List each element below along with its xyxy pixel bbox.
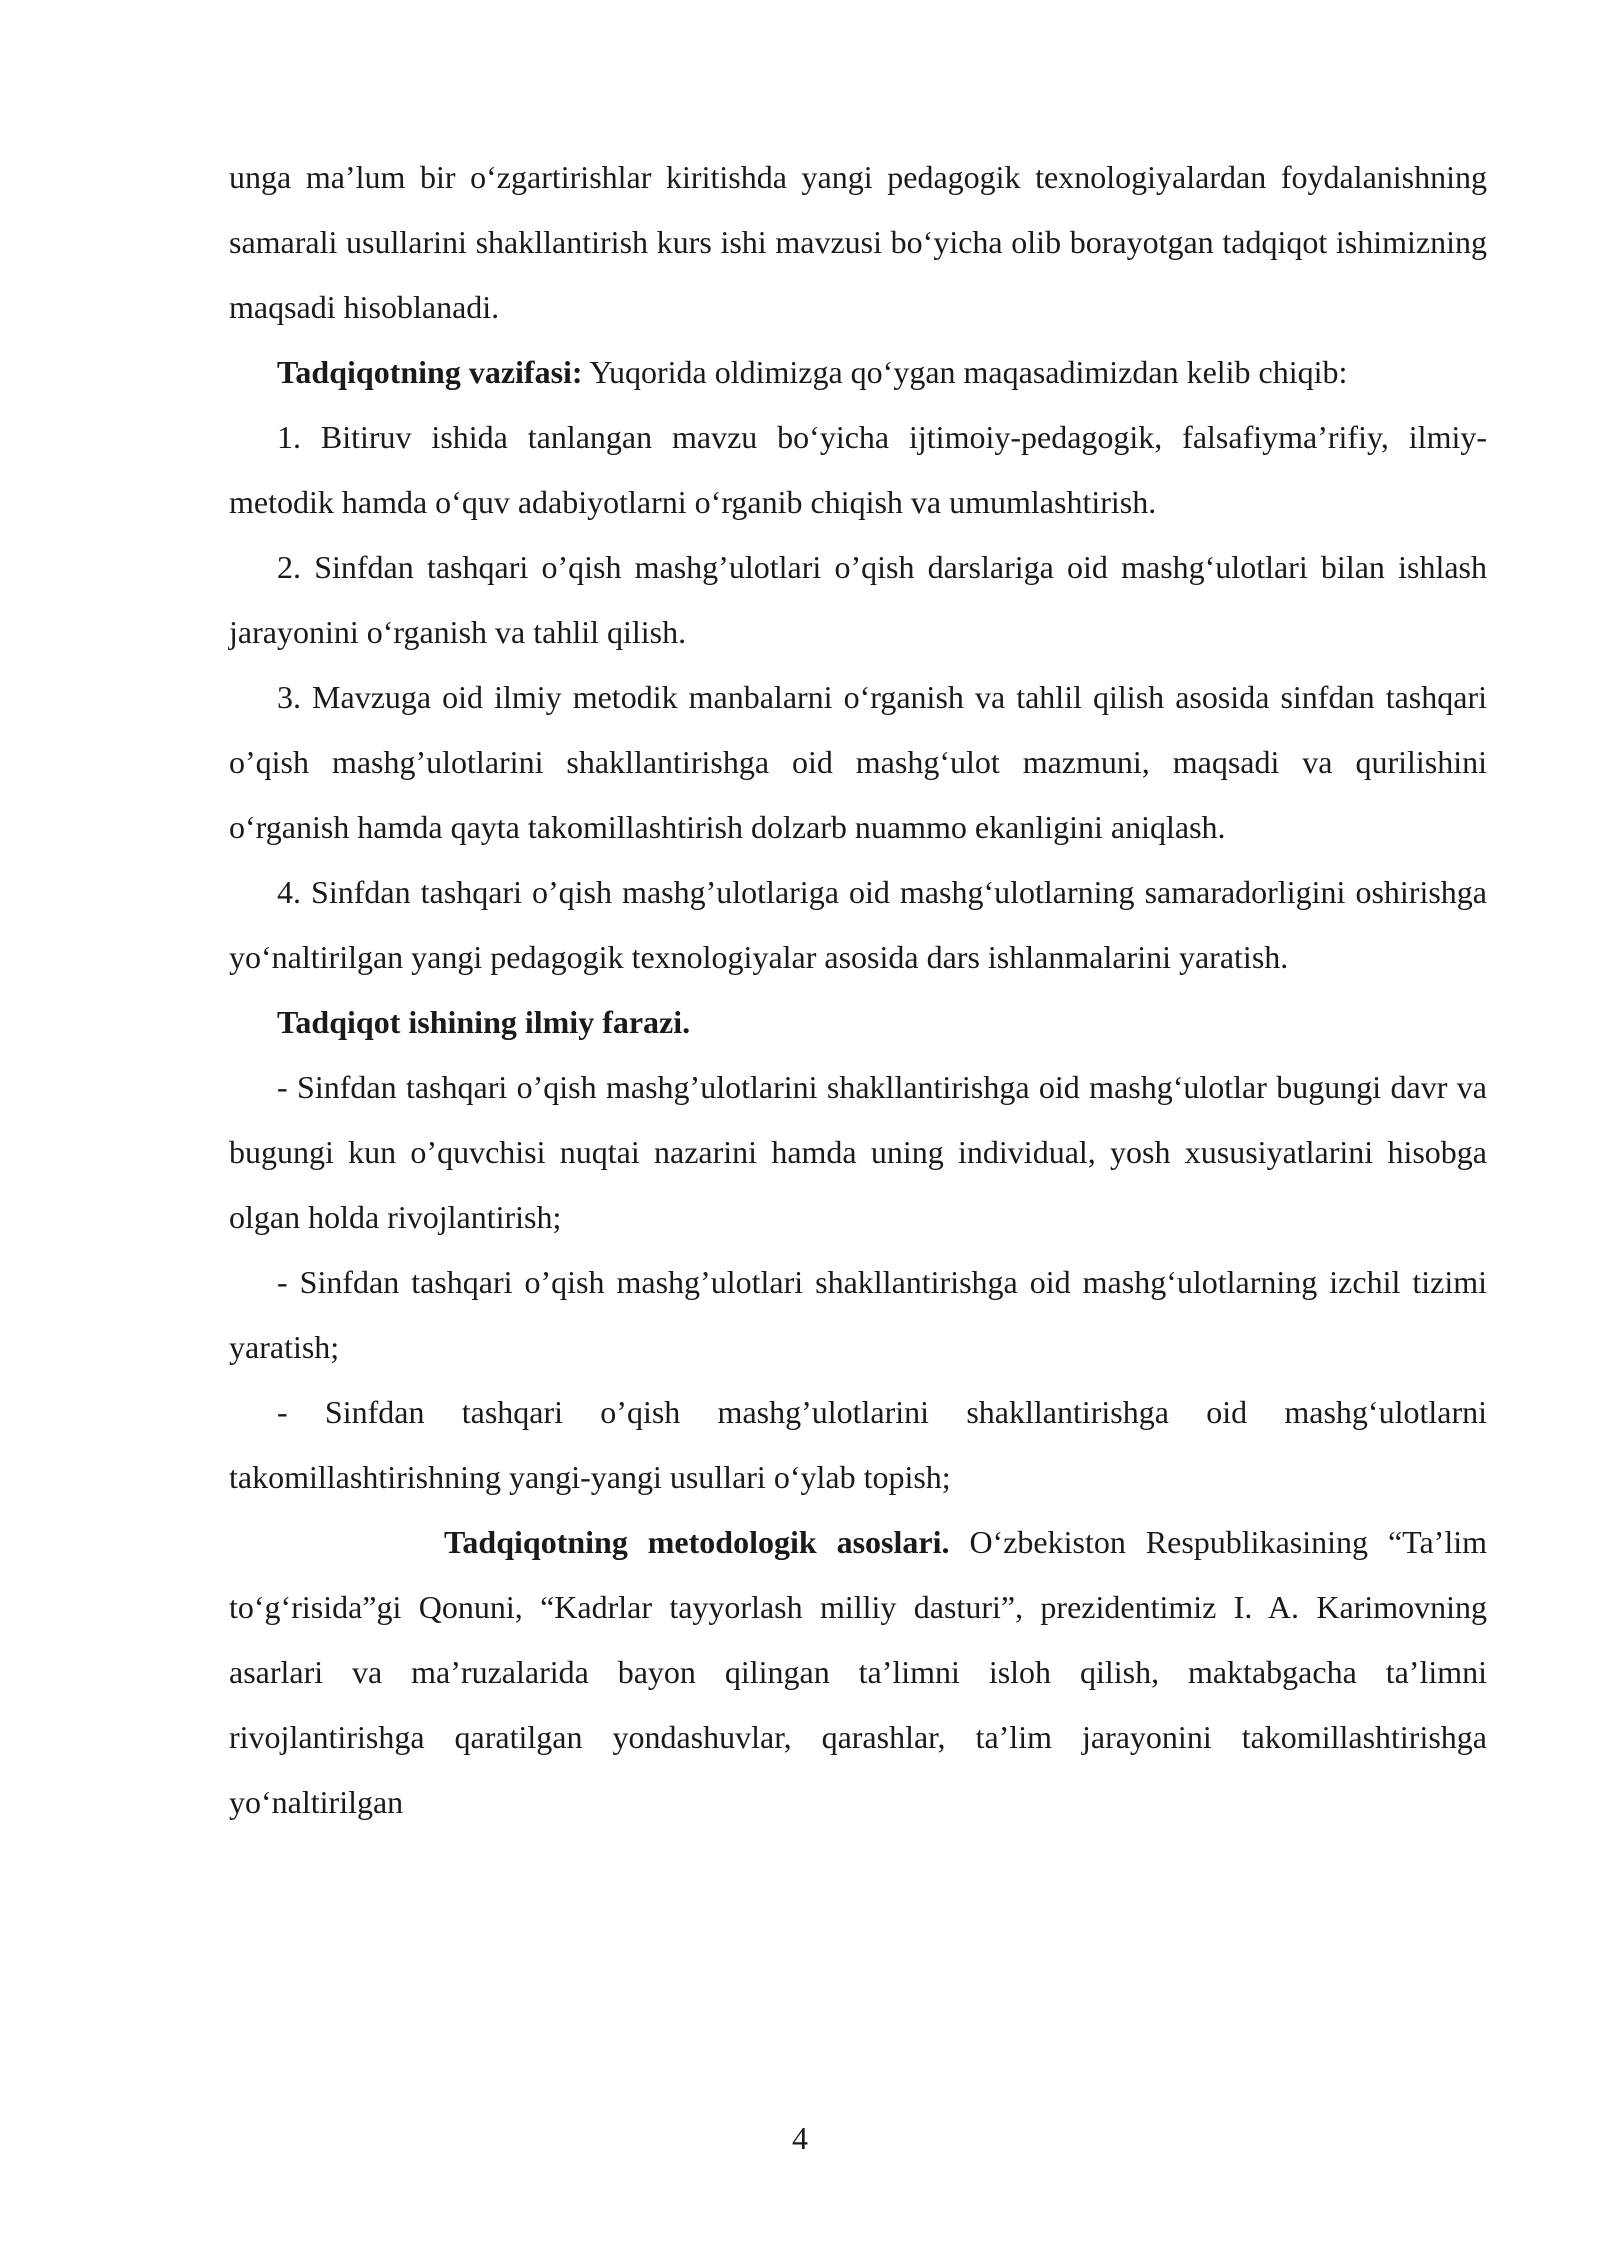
hypothesis-item-2: - Sinfdan tashqari o’qish mashg’ulotlari shakllantirishga oid mashg‘ulotlarning izchil tizimi yaratish; <box>229 1264 1487 1365</box>
task-item-1: 1. Bitiruv ishida tanlangan mavzu bo‘yicha ijtimoiy-pedagogik, falsafiyma’rifiy, ilmiy-metodik hamda o‘quv adabiyotlarni o‘rganib chiqish va umumlashtirish. <box>229 419 1487 520</box>
hypothesis-item-3: - Sinfdan tashqari o’qish mashg’ulotlarini shakllantirishga oid mashg‘ulotlarni takomillashtirishning yangi-yangi usullari o‘ylab topish; <box>229 1394 1487 1495</box>
task-item-2: 2. Sinfdan tashqari o’qish mashg’ulotlari o’qish darslariga oid mashg‘ulotlari bilan ishlash jarayonini o‘rganish va tahlil qilish. <box>229 549 1487 650</box>
paragraph-methodology <box>229 1510 1487 1835</box>
hypothesis-item-1: - Sinfdan tashqari o’qish mashg’ulotlarini shakllantirishga oid mashg‘ulotlar bugungi davr va bugungi kun o’quvchisi nuqtai nazarini hamda uning individual, yosh xususiyatlarini hisobga olgan holda rivojlantirish; <box>229 1069 1487 1235</box>
task-item-4: 4. Sinfdan tashqari o’qish mashg’ulotlariga oid mashg‘ulotlarning samaradorligini oshirishga yo‘naltirilgan yangi pedagogik texnologiyalar asosida dars ishlanmalarini yaratish. <box>229 874 1487 975</box>
page-body <box>229 145 1487 1835</box>
methodology-text: O‘zbekiston Respublikasining “Ta’lim to‘g‘risida”gi Qonuni, “Kadrlar tayyorlash milliy dasturi”, prezidentimiz I. A. Karimovning asarlari va ma’ruzalarida bayon qilingan ta’limni isloh qilish, maktabgacha ta’limni rivojlantirishga qaratilgan yondashuvlar, qarashlar, ta’lim jarayonini takomillashtirishga yo‘naltirilgan <box>229 1524 1488 1820</box>
page-number: 4 <box>792 2120 808 2156</box>
paragraph-research-tasks <box>229 340 1487 405</box>
methodology-heading: Tadqiqotning metodologik asoslari. <box>444 1524 950 1560</box>
hypothesis-heading: Tadqiqot ishining ilmiy farazi. <box>277 1004 691 1040</box>
research-tasks-heading: Tadqiqotning vazifasi: <box>277 354 583 390</box>
task-item-3: 3. Mavzuga oid ilmiy metodik manbalarni o‘rganish va tahlil qilish asosida sinfdan tashqari o’qish mashg’ulotlarini shakllantirishga oid mashg‘ulot mazmuni, maqsadi va qurilishini o‘rganish hamda qayta takomillashtirish dolzarb nuammo ekanligini aniqlash. <box>229 679 1487 845</box>
paragraph-intro-continuation: unga ma’lum bir o‘zgartirishlar kiritishda yangi pedagogik texnologiyalardan foydalanishning samarali usullarini shakllantirish kurs ishi mavzusi bo‘yicha olib borayotgan tadqiqot ishimizning maqsadi hisoblanadi. <box>229 159 1487 325</box>
research-tasks-intro: Yuqorida oldimizga qo‘ygan maqasadimizdan kelib chiqib: <box>582 354 1348 390</box>
